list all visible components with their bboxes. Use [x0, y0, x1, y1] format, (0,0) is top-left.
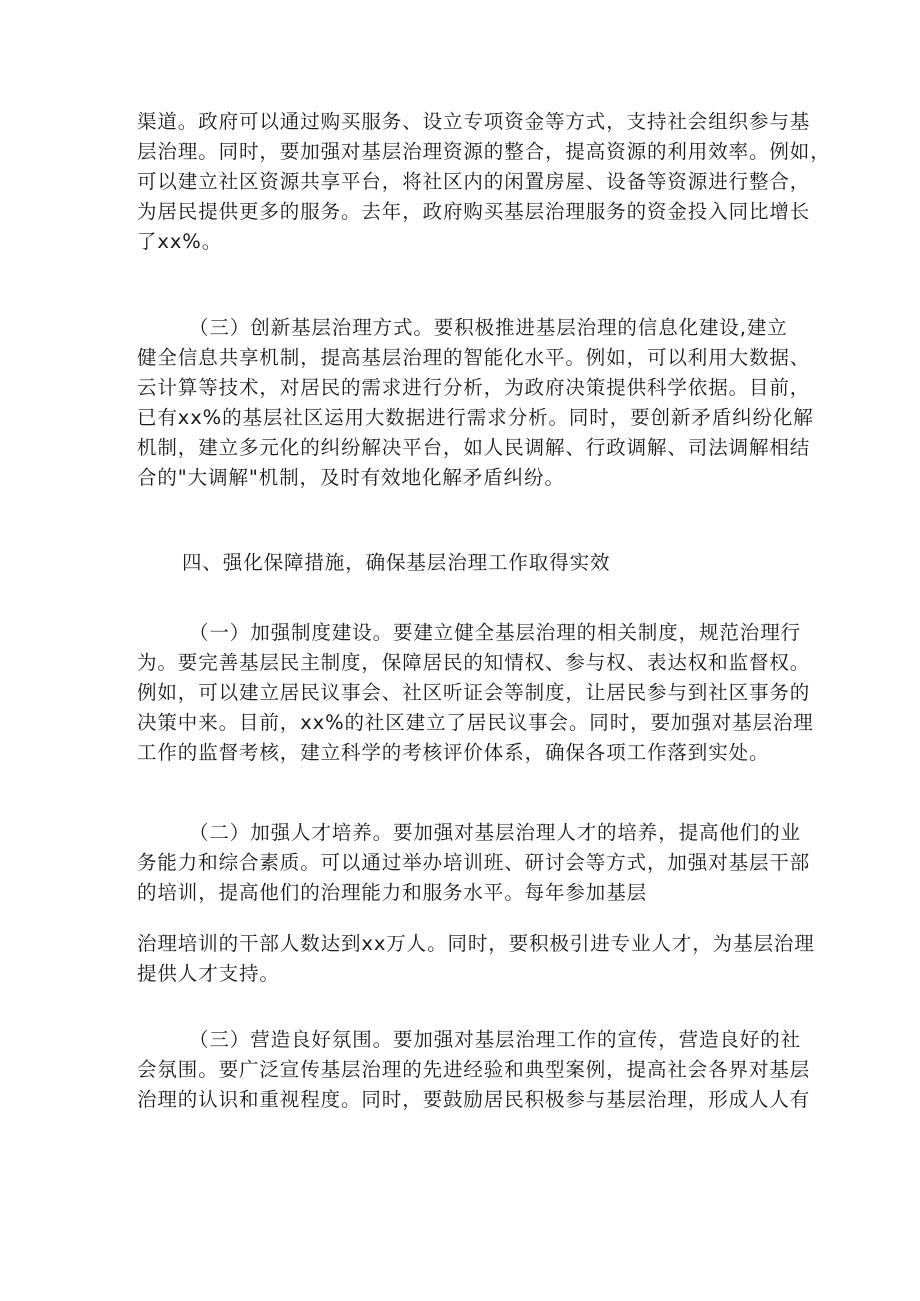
text-line: 可以建立社区资源共享平台，将社区内的闲置房屋、设备等资源进行整合，	[137, 170, 811, 193]
paragraph-atmosphere	[137, 1025, 811, 1115]
text-line: （二）加强人才培养。要加强对基层治理人才的培养，提高他们的业	[189, 821, 802, 844]
text-line: 例如，可以建立居民议事会、社区听证会等制度，让居民参与到社区事务的	[137, 681, 811, 704]
text-line: 机制，建立多元化的纠纷解决平台，如人民调解、行政调解、司法调解相结	[137, 436, 811, 459]
text-line: 合的"大调解"机制，及时有效地化解矛盾纠纷。	[137, 466, 565, 489]
text-line: 决策中来。目前，xx%的社区建立了居民议事会。同时，要加强对基层治理	[137, 711, 814, 734]
text-line: 务能力和综合素质。可以通过举办培训班、研讨会等方式，加强对基层干部	[137, 851, 811, 874]
text-line: （三）创新基层治理方式。要积极推进基层治理的信息化建设,建立	[189, 316, 788, 339]
paragraph-talent-training	[137, 818, 811, 908]
text-line: 层治理。同时，要加强对基层治理资源的整合，提高资源的利用效率。例如，	[137, 140, 831, 163]
section-heading-four	[137, 548, 797, 578]
text-line: 健全信息共享机制，提高基层治理的智能化水平。例如，可以利用大数据、	[137, 346, 811, 369]
text-line: （三）营造良好氛围。要加强对基层治理工作的宣传，营造良好的社	[189, 1028, 802, 1051]
text-line: 治理的认识和重视程度。同时，要鼓励居民积极参与基层治理，形成人人有	[137, 1088, 811, 1111]
paragraph-continuation-funding	[137, 107, 831, 257]
text-line: 的培训，提高他们的治理能力和服务水平。每年参加基层	[137, 881, 648, 904]
text-line: 渠道。政府可以通过购买服务、设立专项资金等方式，支持社会组织参与基	[137, 110, 811, 133]
text-line: 已有xx%的基层社区运用大数据进行需求分析。同时，要创新矛盾纠纷化解	[137, 406, 814, 429]
text-line: 治理培训的干部人数达到xx万人。同时，要积极引进专业人才，为基层治理	[137, 932, 815, 955]
paragraph-institution-building	[137, 618, 814, 768]
text-line: 了xx%。	[137, 230, 223, 253]
text-line: 工作的监督考核，建立科学的考核评价体系，确保各项工作落到实处。	[137, 741, 770, 764]
text-line: 为。要完善基层民主制度，保障居民的知情权、参与权、表达权和监督权。	[137, 651, 811, 674]
text-line: 会氛围。要广泛宣传基层治理的先进经验和典型案例，提高社会各界对基层	[137, 1058, 811, 1081]
text-line: 提供人才支持。	[137, 962, 280, 985]
text-line: （一）加强制度建设。要建立健全基层治理的相关制度，规范治理行	[189, 621, 802, 644]
paragraph-talent-continued	[137, 929, 815, 989]
section-heading: 四、强化保障措施，确保基层治理工作取得实效	[182, 551, 611, 574]
paragraph-innovate-governance	[137, 313, 814, 493]
text-line: 云计算等技术，对居民的需求进行分析，为政府决策提供科学依据。目前，	[137, 376, 811, 399]
text-line: 为居民提供更多的服务。去年，政府购买基层治理服务的资金投入同比增长	[137, 200, 811, 223]
